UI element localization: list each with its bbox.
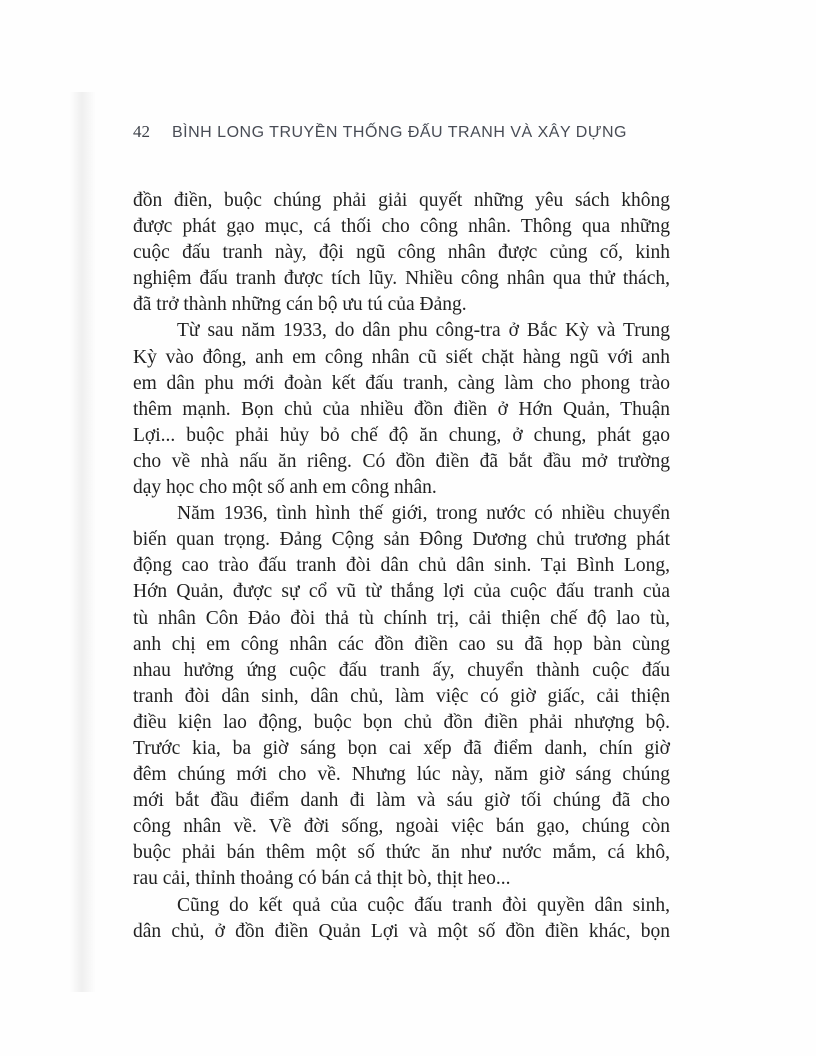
text-line: thêm mạnh. Bọn chủ của nhiều đồn điền ở Hớn Quản, Thuận (133, 398, 670, 420)
text-line: rau cải, thỉnh thoảng có bán cả thịt bò, thịt heo... (133, 868, 511, 890)
paragraph (133, 893, 670, 945)
text-line: Kỳ vào đông, anh em công nhân cũ siết chặt hàng ngũ với anh (133, 346, 670, 368)
text-line: Hớn Quản, được sự cổ vũ từ thắng lợi của cuộc đấu tranh của (133, 581, 670, 603)
text-line: biến quan trọng. Đảng Cộng sản Đông Dương chủ trương phát (133, 529, 670, 551)
text-line: động cao trào đấu tranh đòi dân chủ dân sinh. Tại Bình Long, (133, 555, 670, 577)
text-line: công nhân về. Về đời sống, ngoài việc bán gạo, chúng còn (133, 816, 670, 838)
text-line: Từ sau năm 1933, do dân phu công-tra ở Bắc Kỳ và Trung (177, 320, 670, 342)
paragraph (133, 188, 670, 318)
text-line: buộc phải bán thêm một số thức ăn như nước mắm, cá khô, (133, 842, 670, 864)
text-line: dạy học cho một số anh em công nhân. (133, 477, 437, 499)
text-line: dân chủ, ở đồn điền Quản Lợi và một số đồn điền khác, bọn (133, 920, 670, 942)
text-line: nhau hưởng ứng cuộc đấu tranh ấy, chuyển thành cuộc đấu (133, 659, 670, 681)
text-line: em dân phu mới đoàn kết đấu tranh, càng làm cho phong trào (133, 372, 670, 394)
text-line: Lợi... buộc phải hủy bỏ chế độ ăn chung, ở chung, phát gạo (133, 424, 670, 446)
running-header (133, 122, 673, 142)
body-text (133, 188, 670, 945)
text-line: điều kiện lao động, buộc bọn chủ đồn điền phải nhượng bộ. (133, 711, 670, 733)
text-line: đồn điền, buộc chúng phải giải quyết những yêu sách không (133, 190, 670, 211)
text-line: Cũng do kết quả của cuộc đấu tranh đòi quyền dân sinh, (177, 894, 670, 916)
text-line: đêm chúng mới cho về. Nhưng lúc này, năm giờ sáng chúng (133, 764, 670, 786)
text-line: cho về nhà nấu ăn riêng. Có đồn điền đã bắt đầu mở trường (133, 450, 670, 472)
text-line: Trước kia, ba giờ sáng bọn cai xếp đã điểm danh, chín giờ (133, 737, 670, 759)
text-line: Năm 1936, tình hình thế giới, trong nước có nhiều chuyển (177, 503, 670, 525)
text-line: nghiệm đấu tranh được tích lũy. Nhiều công nhân qua thử thách, (133, 268, 670, 290)
page-number: 42 (133, 122, 150, 141)
running-header-title: BÌNH LONG TRUYỀN THỐNG ĐẤU TRANH VÀ XÂY DỰNG (172, 124, 627, 141)
paragraph (133, 318, 670, 501)
text-line: tranh đòi dân sinh, dân chủ, làm việc có giờ giấc, cải thiện (133, 685, 670, 707)
text-line: anh chị em công nhân các đồn điền cao su đã họp bàn cùng (133, 633, 670, 655)
text-line: đã trở thành những cán bộ ưu tú của Đảng. (133, 294, 467, 316)
text-line: được phát gạo mục, cá thối cho công nhân. Thông qua những (133, 216, 670, 238)
scan-gutter-shadow (70, 92, 96, 992)
text-line: mới bắt đầu điểm danh đi làm và sáu giờ tối chúng đã cho (133, 790, 670, 812)
text-line: tù nhân Côn Đảo đòi thả tù chính trị, cải thiện chế độ lao tù, (133, 607, 670, 629)
paragraph (133, 501, 670, 892)
text-line: cuộc đấu tranh này, đội ngũ công nhân được củng cố, kinh (133, 242, 670, 264)
